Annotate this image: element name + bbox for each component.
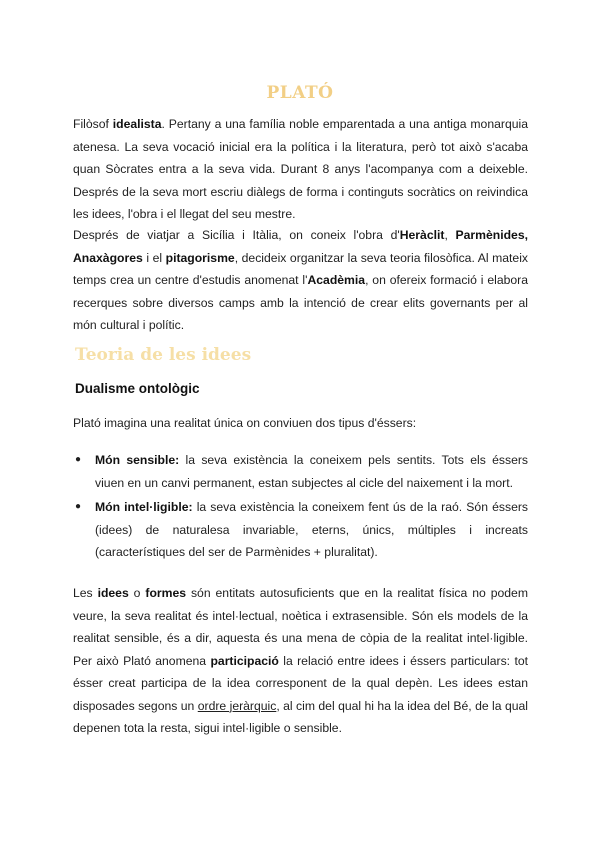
list-item (73, 496, 528, 564)
text-run: la relació entre idees i éssers particulars: tot ésser creat participa de la idea corresponent de la qual depèn. Les idees estan disposades segons un (73, 653, 529, 713)
bold-term: Heràclit (399, 228, 445, 242)
text-run: Després de viatjar a Sicília i Itàlia, on coneix l'obra d' (73, 228, 400, 242)
text-run: Filòsof (73, 117, 113, 131)
section-heading: Teoria de les idees (75, 345, 252, 365)
text-run: , al cim del qual hi ha la idea del Bé, de la qual depenen tota la resta, sigui intel·ligible o sensible. (73, 698, 528, 735)
bold-term: pitagorisme (165, 250, 235, 265)
bold-term: formes (145, 586, 187, 600)
bold-term: idees (97, 586, 129, 600)
list-item (73, 449, 528, 494)
text-run: , (444, 228, 456, 242)
text-run: són entitats autosuficients que en la realitat física no podem veure, la seva realitat és intel·lectual, noètica i extrasensible. Són els models de la realitat sensible, és a dir, aquesta és una mena de còpia de la realitat intel·ligible. Per això Plató anomena (73, 586, 528, 668)
bold-term: participació (210, 653, 279, 668)
text-run: Les (73, 586, 98, 600)
text-run: , decideix organitzar la seva teoria filosòfica. Al mateix temps crea un centre d'estudis anomenat l' (73, 250, 528, 287)
bold-term: Acadèmia (307, 273, 366, 287)
text-run: la seva existència la coneixem fent ús de la raó. Són éssers (idees) de naturalesa invariable, eterns, únics, múltiples i increats (característiques del ser de Parmènides + pluralitat). (95, 500, 529, 559)
bullet-icon: ● (75, 454, 82, 465)
bold-term: idealista (112, 117, 162, 131)
subheading: Dualisme ontològic (75, 381, 200, 396)
text-run: i el (142, 250, 166, 265)
lead-paragraph: Plató imagina una realitat única on conviuen dos tipus d'éssers: (73, 416, 417, 430)
text-run: , on ofereix formació i elabora recerques sobre diversos camps amb la intenció de crear elits governants per al món cultural i polític. (73, 273, 528, 332)
underlined-term: ordre jeràrquic (197, 698, 277, 713)
bullet-icon: ● (75, 501, 82, 512)
intro-paragraph-2 (73, 224, 528, 337)
text-run: . Pertany a una família noble emparentada a una antiga monarquia atenesa. La seva vocació inicial era la política i la literatura, però tot això s'acaba quan Sòcrates entra a la seva vida. Durant 8 anys l'acompanya com a deixeble. Després de la seva mort escriu diàlegs de forma i continguts socràtics on reivindica les idees, l'obra i el llegat del seu mestre. (73, 117, 528, 221)
ideas-paragraph (73, 582, 528, 740)
page-title: PLATÓ (266, 83, 334, 104)
bold-term: Món intel·ligible: (95, 500, 193, 514)
bold-term: Món sensible: (95, 453, 180, 467)
text-run: o (128, 586, 146, 600)
text-run: la seva existència la coneixem pels sentits. Tots els éssers viuen en un canvi permanent, estan subjectes al cicle del naixement i la mort. (95, 453, 528, 490)
bold-term: Parmènides, Anaxàgores (73, 228, 528, 265)
bullet-list (73, 449, 528, 564)
intro-paragraph-1 (73, 113, 528, 226)
